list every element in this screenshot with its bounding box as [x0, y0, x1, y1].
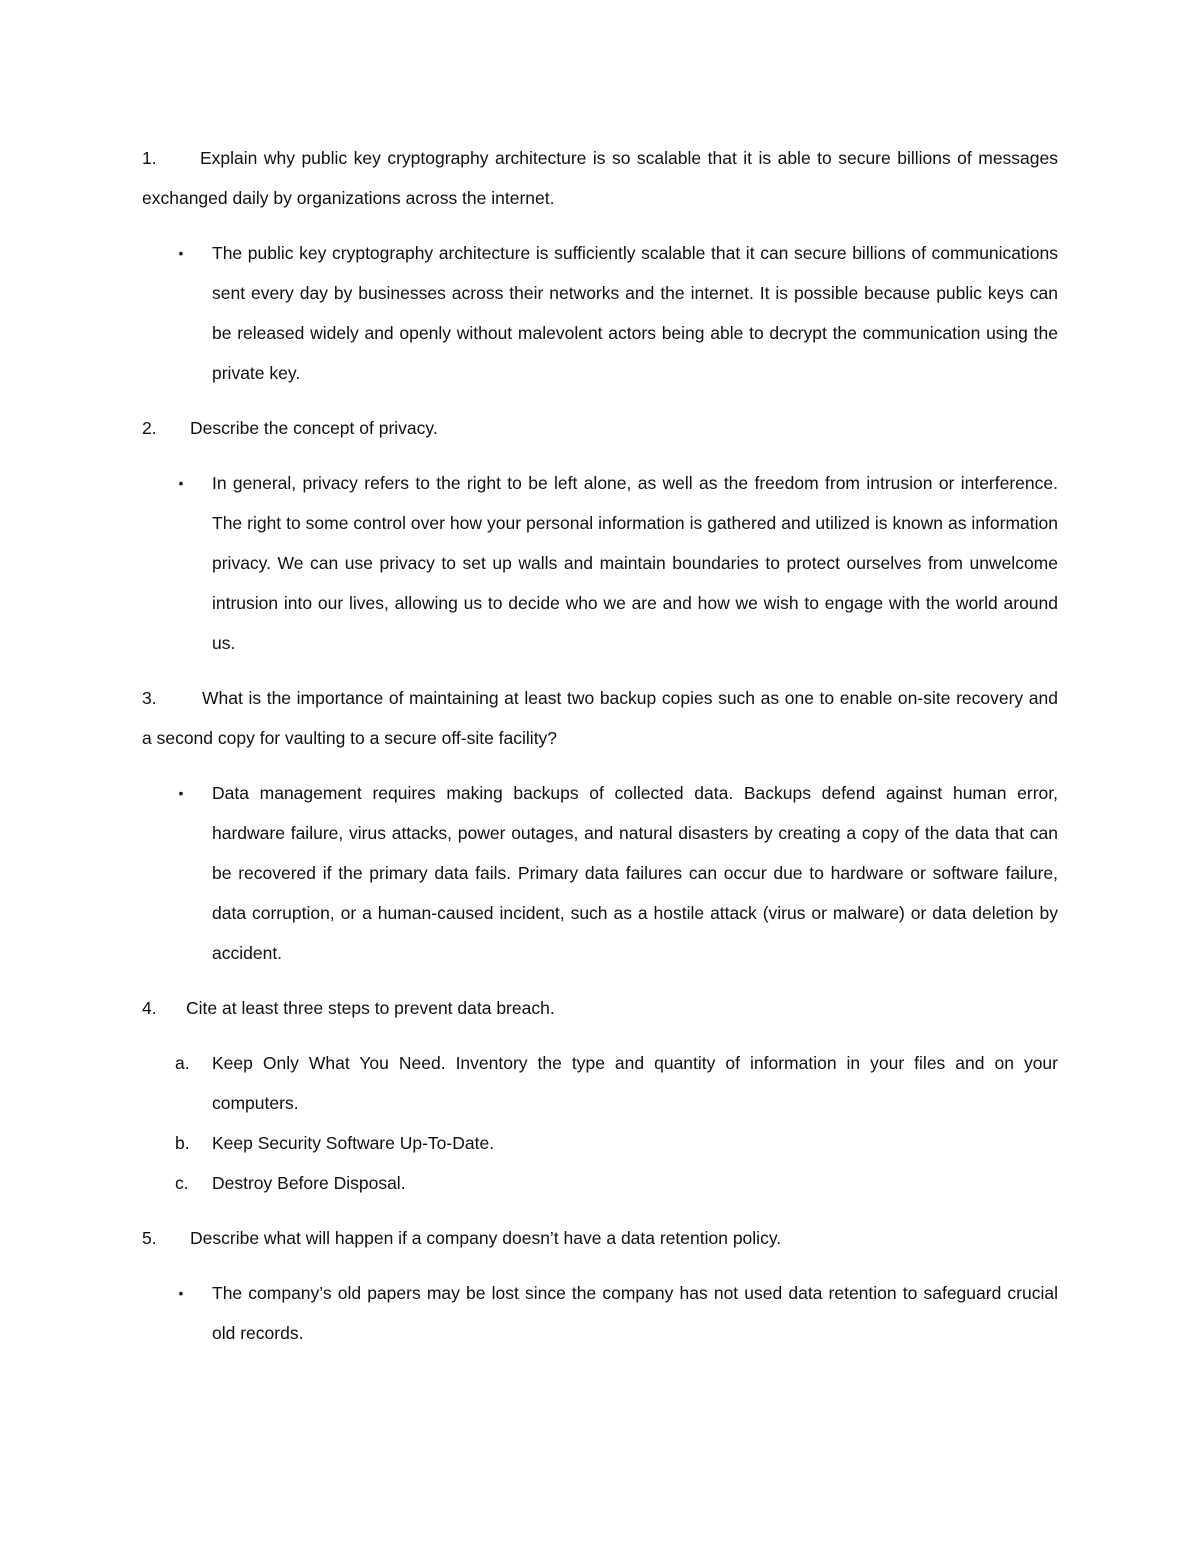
- list-item-text: Destroy Before Disposal.: [212, 1173, 406, 1193]
- answer-text: The public key cryptography architecture is sufficiently scalable that it can secure billions of communications sent every day by businesses across their networks and the internet. It is possible because public keys can be released widely and openly without malevolent actors being able to decrypt the communication using the private key.: [212, 243, 1058, 383]
- question-3: [142, 678, 1058, 758]
- list-item-label: a.: [175, 1053, 190, 1073]
- answer-4-item-b: [142, 1123, 1058, 1163]
- answer-5: [142, 1273, 1058, 1353]
- question-text: Explain why public key cryptography architecture is so scalable that it is able to secure billions of messages exchanged daily by organizations across the internet.: [142, 148, 1058, 208]
- document-body: [142, 138, 1058, 1353]
- answer-2: [142, 463, 1058, 663]
- list-item-label: c.: [175, 1173, 189, 1193]
- question-number: 2.: [142, 418, 157, 438]
- list-item-label: b.: [175, 1133, 190, 1153]
- bullet-icon: •: [178, 785, 184, 801]
- answer-1: [142, 233, 1058, 393]
- answer-3: [142, 773, 1058, 973]
- bullet-icon: •: [178, 1285, 184, 1301]
- answer-text: In general, privacy refers to the right to be left alone, as well as the freedom from intrusion or interference. The right to some control over how your personal information is gathered and utilized is known as information privacy. We can use privacy to set up walls and maintain boundaries to protect ourselves from unwelcome intrusion into our lives, allowing us to decide who we are and how we wish to engage with the world around us.: [212, 473, 1058, 653]
- bullet-icon: •: [178, 245, 184, 261]
- question-number: 3.: [142, 688, 157, 708]
- bullet-icon: •: [178, 475, 184, 491]
- question-number: 4.: [142, 998, 157, 1018]
- question-text: Cite at least three steps to prevent data breach.: [186, 998, 555, 1018]
- answer-4-item-a: [142, 1043, 1058, 1123]
- list-item-text: Keep Security Software Up-To-Date.: [212, 1133, 495, 1153]
- question-text: Describe the concept of privacy.: [190, 418, 438, 438]
- question-2: [142, 408, 1058, 448]
- question-number: 5.: [142, 1228, 157, 1248]
- question-text: Describe what will happen if a company doesn’t have a data retention policy.: [190, 1228, 782, 1248]
- question-1: [142, 138, 1058, 218]
- question-text: What is the importance of maintaining at least two backup copies such as one to enable on-site recovery and a second copy for vaulting to a secure off-site facility?: [142, 688, 1058, 748]
- list-item-text: Keep Only What You Need. Inventory the type and quantity of information in your files and on your computers.: [212, 1053, 1058, 1113]
- answer-text: Data management requires making backups of collected data. Backups defend against human error, hardware failure, virus attacks, power outages, and natural disasters by creating a copy of the data that can be recovered if the primary data fails. Primary data failures can occur due to hardware or software failure, data corruption, or a human-caused incident, such as a hostile attack (virus or malware) or data deletion by accident.: [212, 783, 1058, 963]
- question-4: [142, 988, 1058, 1028]
- question-number: 1.: [142, 148, 157, 168]
- answer-text: The company’s old papers may be lost since the company has not used data retention to safeguard crucial old records.: [212, 1283, 1058, 1343]
- answer-4-item-c: [142, 1163, 1058, 1203]
- question-5: [142, 1218, 1058, 1258]
